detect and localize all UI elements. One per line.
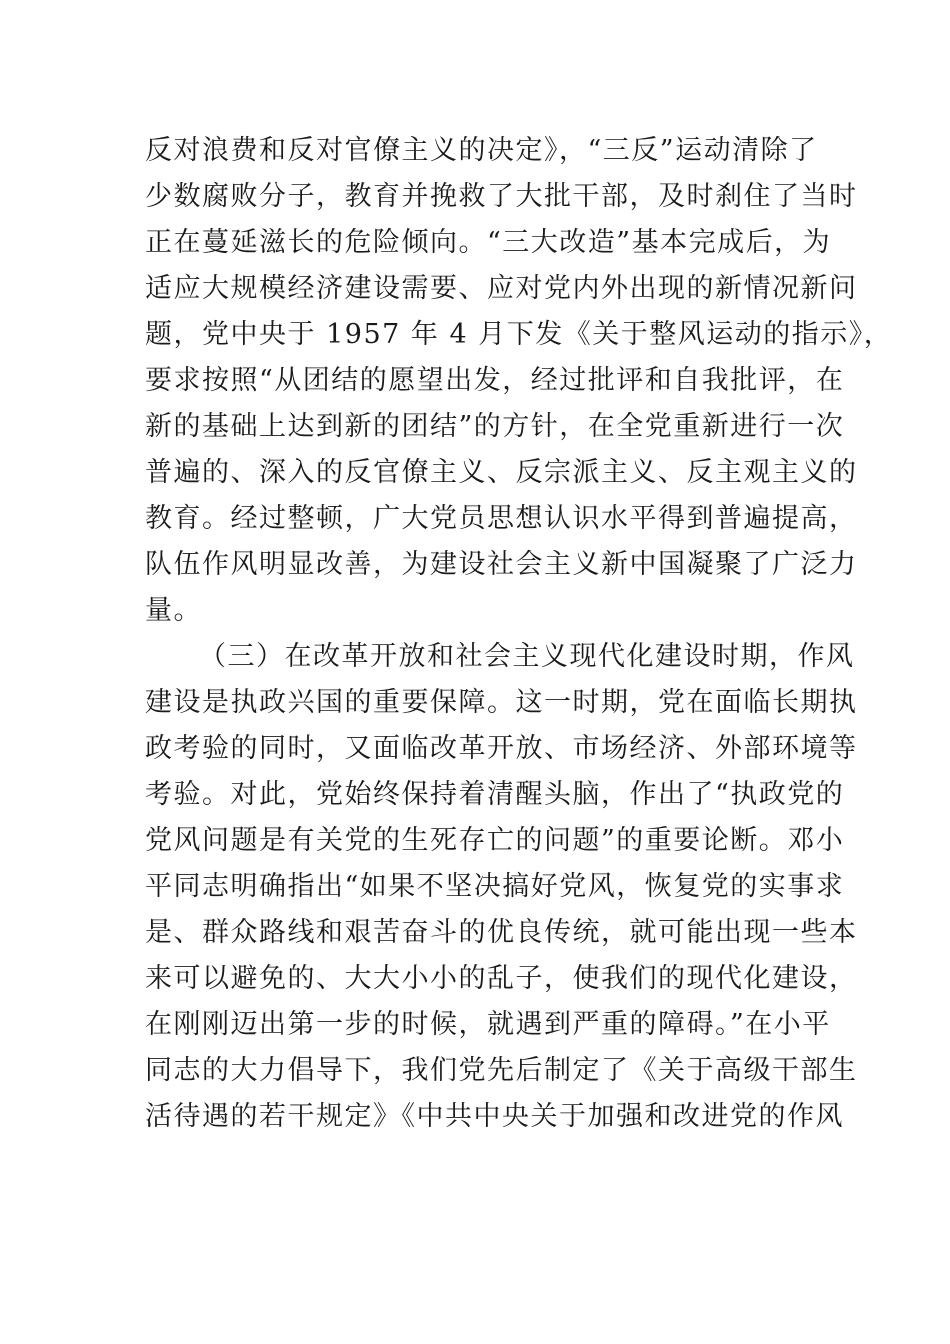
text-line: 活待遇的若干规定》《中共中央关于加强和改进党的作风	[145, 1101, 844, 1132]
text-line: 平同志明确指出“如果不坚决搞好党风，恢复党的实事求	[145, 871, 845, 902]
text-line: 党风问题是有关党的生死存亡的问题”的重要论断。邓小	[145, 825, 845, 856]
text-line: （三）在改革开放和社会主义现代化建设时期，作风	[199, 641, 855, 672]
text-line: 建设是执政兴国的重要保障。这一时期，党在面临长期执	[145, 687, 858, 718]
text-line: 题，党中央于 1957 年 4 月下发《关于整风运动的指示》，	[145, 319, 893, 350]
text-line: 反对浪费和反对官僚主义的决定》，“三反”运动清除了	[145, 135, 818, 166]
text-line: 普遍的、深入的反官僚主义、反宗派主义、反主观主义的	[145, 457, 858, 488]
text-line: 来可以避免的、大大小小的乱子，使我们的现代化建设，	[145, 963, 858, 994]
text-line: 在刚刚迈出第一步的时候，就遇到严重的障碍。”在小平	[145, 1009, 831, 1040]
text-line: 新的基础上达到新的团结”的方针，在全党重新进行一次	[145, 411, 845, 442]
text-line: 是、群众路线和艰苦奋斗的优良传统，就可能出现一些本	[145, 917, 858, 948]
text-line: 教育。经过整顿，广大党员思想认识水平得到普遍提高，	[145, 503, 858, 534]
paragraph-1	[145, 128, 893, 634]
text-line: 量。	[145, 595, 202, 626]
text-line: 队伍作风明显改善，为建设社会主义新中国凝聚了广泛力	[145, 549, 858, 580]
text-line: 同志的大力倡导下，我们党先后制定了《关于高级干部生	[145, 1055, 858, 1086]
text-line: 正在蔓延滋长的危险倾向。“三大改造”基本完成后，为	[145, 227, 832, 258]
text-line: 适应大规模经济建设需要、应对党内外出现的新情况新问	[145, 273, 858, 304]
text-line: 政考验的同时，又面临改革开放、市场经济、外部环境等	[145, 733, 858, 764]
body-text	[145, 128, 893, 1140]
text-line: 要求按照“从团结的愿望出发，经过批评和自我批评，在	[145, 365, 845, 396]
text-line: 少数腐败分子，教育并挽救了大批干部，及时刹住了当时	[145, 181, 858, 212]
text-line: 考验。对此，党始终保持着清醒头脑，作出了“执政党的	[145, 779, 845, 810]
paragraph-2	[145, 634, 858, 1140]
